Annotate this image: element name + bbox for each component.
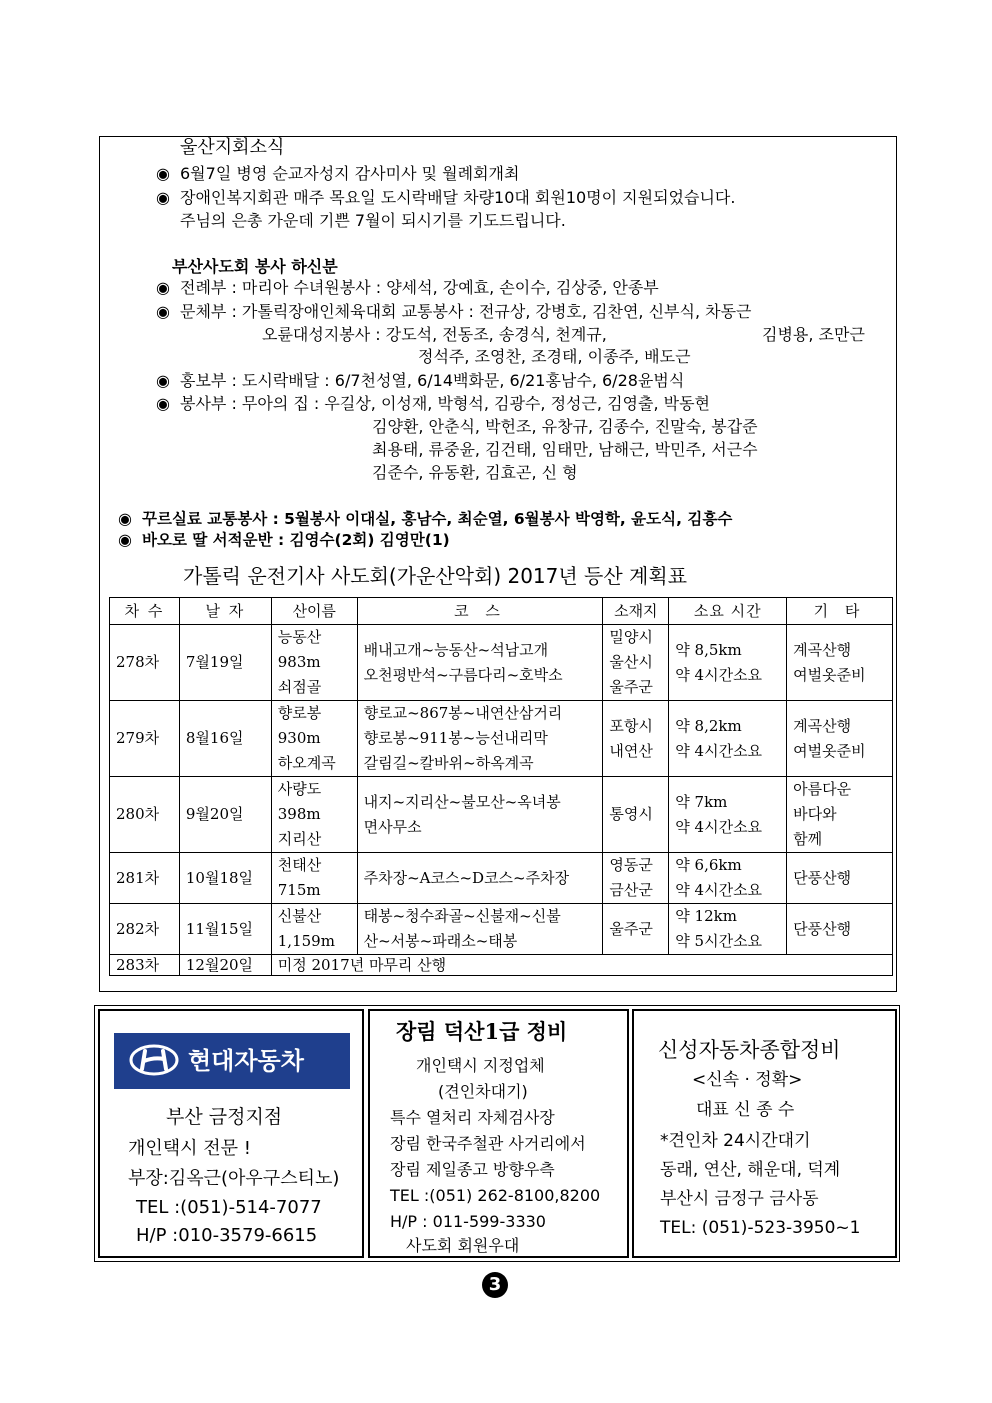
trip-date: 11월15일 [179,904,271,955]
busan-line: 홍보부 : 도시락배달 : 6/7천성열, 6/14백화문, 6/21홍남수, 6/28윤범식 [180,371,685,390]
busan-line: 김병용, 조만근 [762,325,865,344]
trip-number: 281차 [110,853,180,904]
column-header: 기 타 [787,598,893,625]
trip-date: 9월20일 [179,777,271,853]
location-cell: 밀양시 울산시 울주군 [603,625,669,701]
hyundai-logo [114,1033,350,1089]
column-header: 차 수 [110,598,180,625]
busan-line: 봉사부 : 무아의 집 : 우길상, 이성재, 박형석, 김광수, 정성근, 김영출, 박동현 [180,394,711,413]
location-cell: 포항시 내연산 [603,701,669,777]
bullet-icon: ◉ [156,302,170,321]
column-header: 코 스 [357,598,603,625]
mountain-cell: 사량도 398m 지리산 [271,777,357,853]
column-header: 날 자 [179,598,271,625]
busan-title: 부산사도회 봉사 하신분 [172,257,338,276]
column-header: 산이름 [271,598,357,625]
mountain-cell: 능동산 983m 쇠점골 [271,625,357,701]
ulsan-item: 장애인복지회관 매주 목요일 도시락배달 차량10대 회원10명이 지원되었습니다. [180,188,736,207]
busan-line: 오륜대성지봉사 : 강도석, 전동조, 송경식, 천계규, [262,325,607,344]
busan-line: 최용태, 류중윤, 김건태, 임태만, 남해근, 박민주, 서근수 [372,440,758,459]
column-header: 소재지 [603,598,669,625]
busan-line: 전례부 : 마리아 수녀원봉사 : 양세석, 강예효, 손이수, 김상중, 안종부 [180,278,659,297]
bullet-icon: ◉ [156,278,170,297]
bullet-icon: ◉ [118,530,132,549]
ad-line: H/P : 011-599-3330 [390,1212,546,1231]
trip-date: 12월20일 [179,955,271,976]
table-row [110,625,893,701]
time-cell: 약 7km 약 4시간소요 [669,777,787,853]
note-cell: 단풍산행 [787,853,893,904]
ad-line: 장림 제일종고 방향우측 [390,1160,555,1179]
table-row [110,853,893,904]
ads-section [94,1005,900,1262]
ad-line: <신속 · 정확> [692,1070,803,1090]
table-row [110,955,893,976]
course-cell: 내지~지리산~불모산~옥녀봉 면사무소 [357,777,603,853]
ad-line: 장림 한국주철관 사거리에서 [390,1134,586,1153]
ad-line: 부산시 금정구 금사동 [660,1189,819,1209]
trip-date: 8월16일 [179,701,271,777]
trip-date: 10월18일 [179,853,271,904]
ad-line: H/P :010-3579-6615 [136,1225,318,1246]
column-header: 소요 시간 [669,598,787,625]
ad-line: *견인차 24시간대기 [660,1131,811,1151]
ad-deoksan [368,1009,629,1258]
ad-line: 사도회 회원우대 [406,1236,520,1255]
mountain-cell: 천태산 715m [271,853,357,904]
ad-line: 대표 신 종 수 [696,1100,795,1120]
ad-line: 개인택시 전문 ! [128,1138,251,1159]
mountain-cell: 향로봉 930m 하오계곡 [271,701,357,777]
course-cell: 태봉~청수좌골~신불재~신불 산~서봉~파래소~태봉 [357,904,603,955]
plan-title: 가톨릭 운전기사 사도회(가운산악회) 2017년 등산 계획표 [183,564,688,588]
note-cell: 아름다운 바다와 함께 [787,777,893,853]
ad-hyundai [98,1009,364,1258]
table-row [110,701,893,777]
bullet-icon: ◉ [156,188,170,207]
note-cell: 계곡산행 여벌옷준비 [787,701,893,777]
hiking-plan-table [109,597,893,976]
logo-text: 현대자동차 [188,1047,304,1075]
table-header-row [110,598,893,625]
bullet-icon: ◉ [156,371,170,390]
extra-line: 바오로 딸 서적운반 : 김영수(2회) 김영만(1) [142,531,450,549]
note-cell: 단풍산행 [787,904,893,955]
ad-line: TEL: (051)-523-3950~1 [660,1218,861,1238]
last-trip-note: 미정 2017년 마무리 산행 [271,955,892,976]
ad-title: 신성자동차종합정비 [658,1038,841,1062]
trip-number: 280차 [110,777,180,853]
trip-number: 283차 [110,955,180,976]
ad-line: 개인택시 지정업체 [416,1056,545,1075]
trip-number: 282차 [110,904,180,955]
course-cell: 배내고개~능동산~석남고개 오천평반석~구름다리~호박소 [357,625,603,701]
extra-line: 꾸르실료 교통봉사 : 5월봉사 이대실, 홍남수, 최순열, 6월봉사 박영학, 윤도식, 김흥수 [142,510,733,528]
page-number: 3 [482,1272,508,1298]
ad-line: TEL :(051) 262-8100,8200 [390,1186,601,1205]
hyundai-h-icon [128,1043,180,1077]
ulsan-closing: 주님의 은총 가운데 기쁜 7월이 되시기를 기도드립니다. [180,211,566,230]
busan-line: 김준수, 유동환, 김효곤, 신 형 [372,463,578,482]
location-cell: 울주군 [603,904,669,955]
ad-line: 동래, 연산, 해운대, 덕계 [660,1160,841,1180]
ad-line: 특수 열처리 자체검사장 [390,1108,555,1127]
location-cell: 영동군 금산군 [603,853,669,904]
location-cell: 통영시 [603,777,669,853]
bullet-icon: ◉ [156,394,170,413]
trip-number: 278차 [110,625,180,701]
ulsan-item: 6월7일 병영 순교자성지 감사미사 및 월례회개최 [180,164,520,183]
time-cell: 약 12km 약 5시간소요 [669,904,787,955]
table-row [110,777,893,853]
ad-line: TEL :(051)-514-7077 [136,1197,322,1218]
time-cell: 약 8,2km 약 4시간소요 [669,701,787,777]
ad-line: 부산 금정지점 [166,1106,283,1128]
ad-sinseong [632,1009,897,1258]
busan-line: 김양환, 안춘식, 박헌조, 유창규, 김종수, 진말숙, 봉갑준 [372,417,758,436]
trip-date: 7월19일 [179,625,271,701]
mountain-cell: 신불산 1,159m [271,904,357,955]
ad-line: 부장:김옥근(아우구스티노) [128,1168,340,1189]
busan-line: 문체부 : 가톨릭장애인체육대회 교통봉사 : 전규상, 강병호, 김찬연, 신부식, 차동근 [180,302,752,321]
course-cell: 주차장~A코스~D코스~주차장 [357,853,603,904]
table-row [110,904,893,955]
note-cell: 계곡산행 여벌옷준비 [787,625,893,701]
course-cell: 향로교~867봉~내연산삼거리 향로봉~911봉~능선내리막 갈림길~칼바위~하옥계곡 [357,701,603,777]
bullet-icon: ◉ [156,164,170,183]
trip-number: 279차 [110,701,180,777]
ad-line: (견인차대기) [438,1082,528,1101]
time-cell: 약 6,6km 약 4시간소요 [669,853,787,904]
time-cell: 약 8,5km 약 4시간소요 [669,625,787,701]
bullet-icon: ◉ [118,509,132,528]
ad-title: 장림 덕산1급 정비 [396,1019,568,1044]
ulsan-title: 울산지회소식 [180,137,285,158]
busan-line: 정석주, 조영찬, 조경태, 이종주, 배도근 [418,347,691,366]
